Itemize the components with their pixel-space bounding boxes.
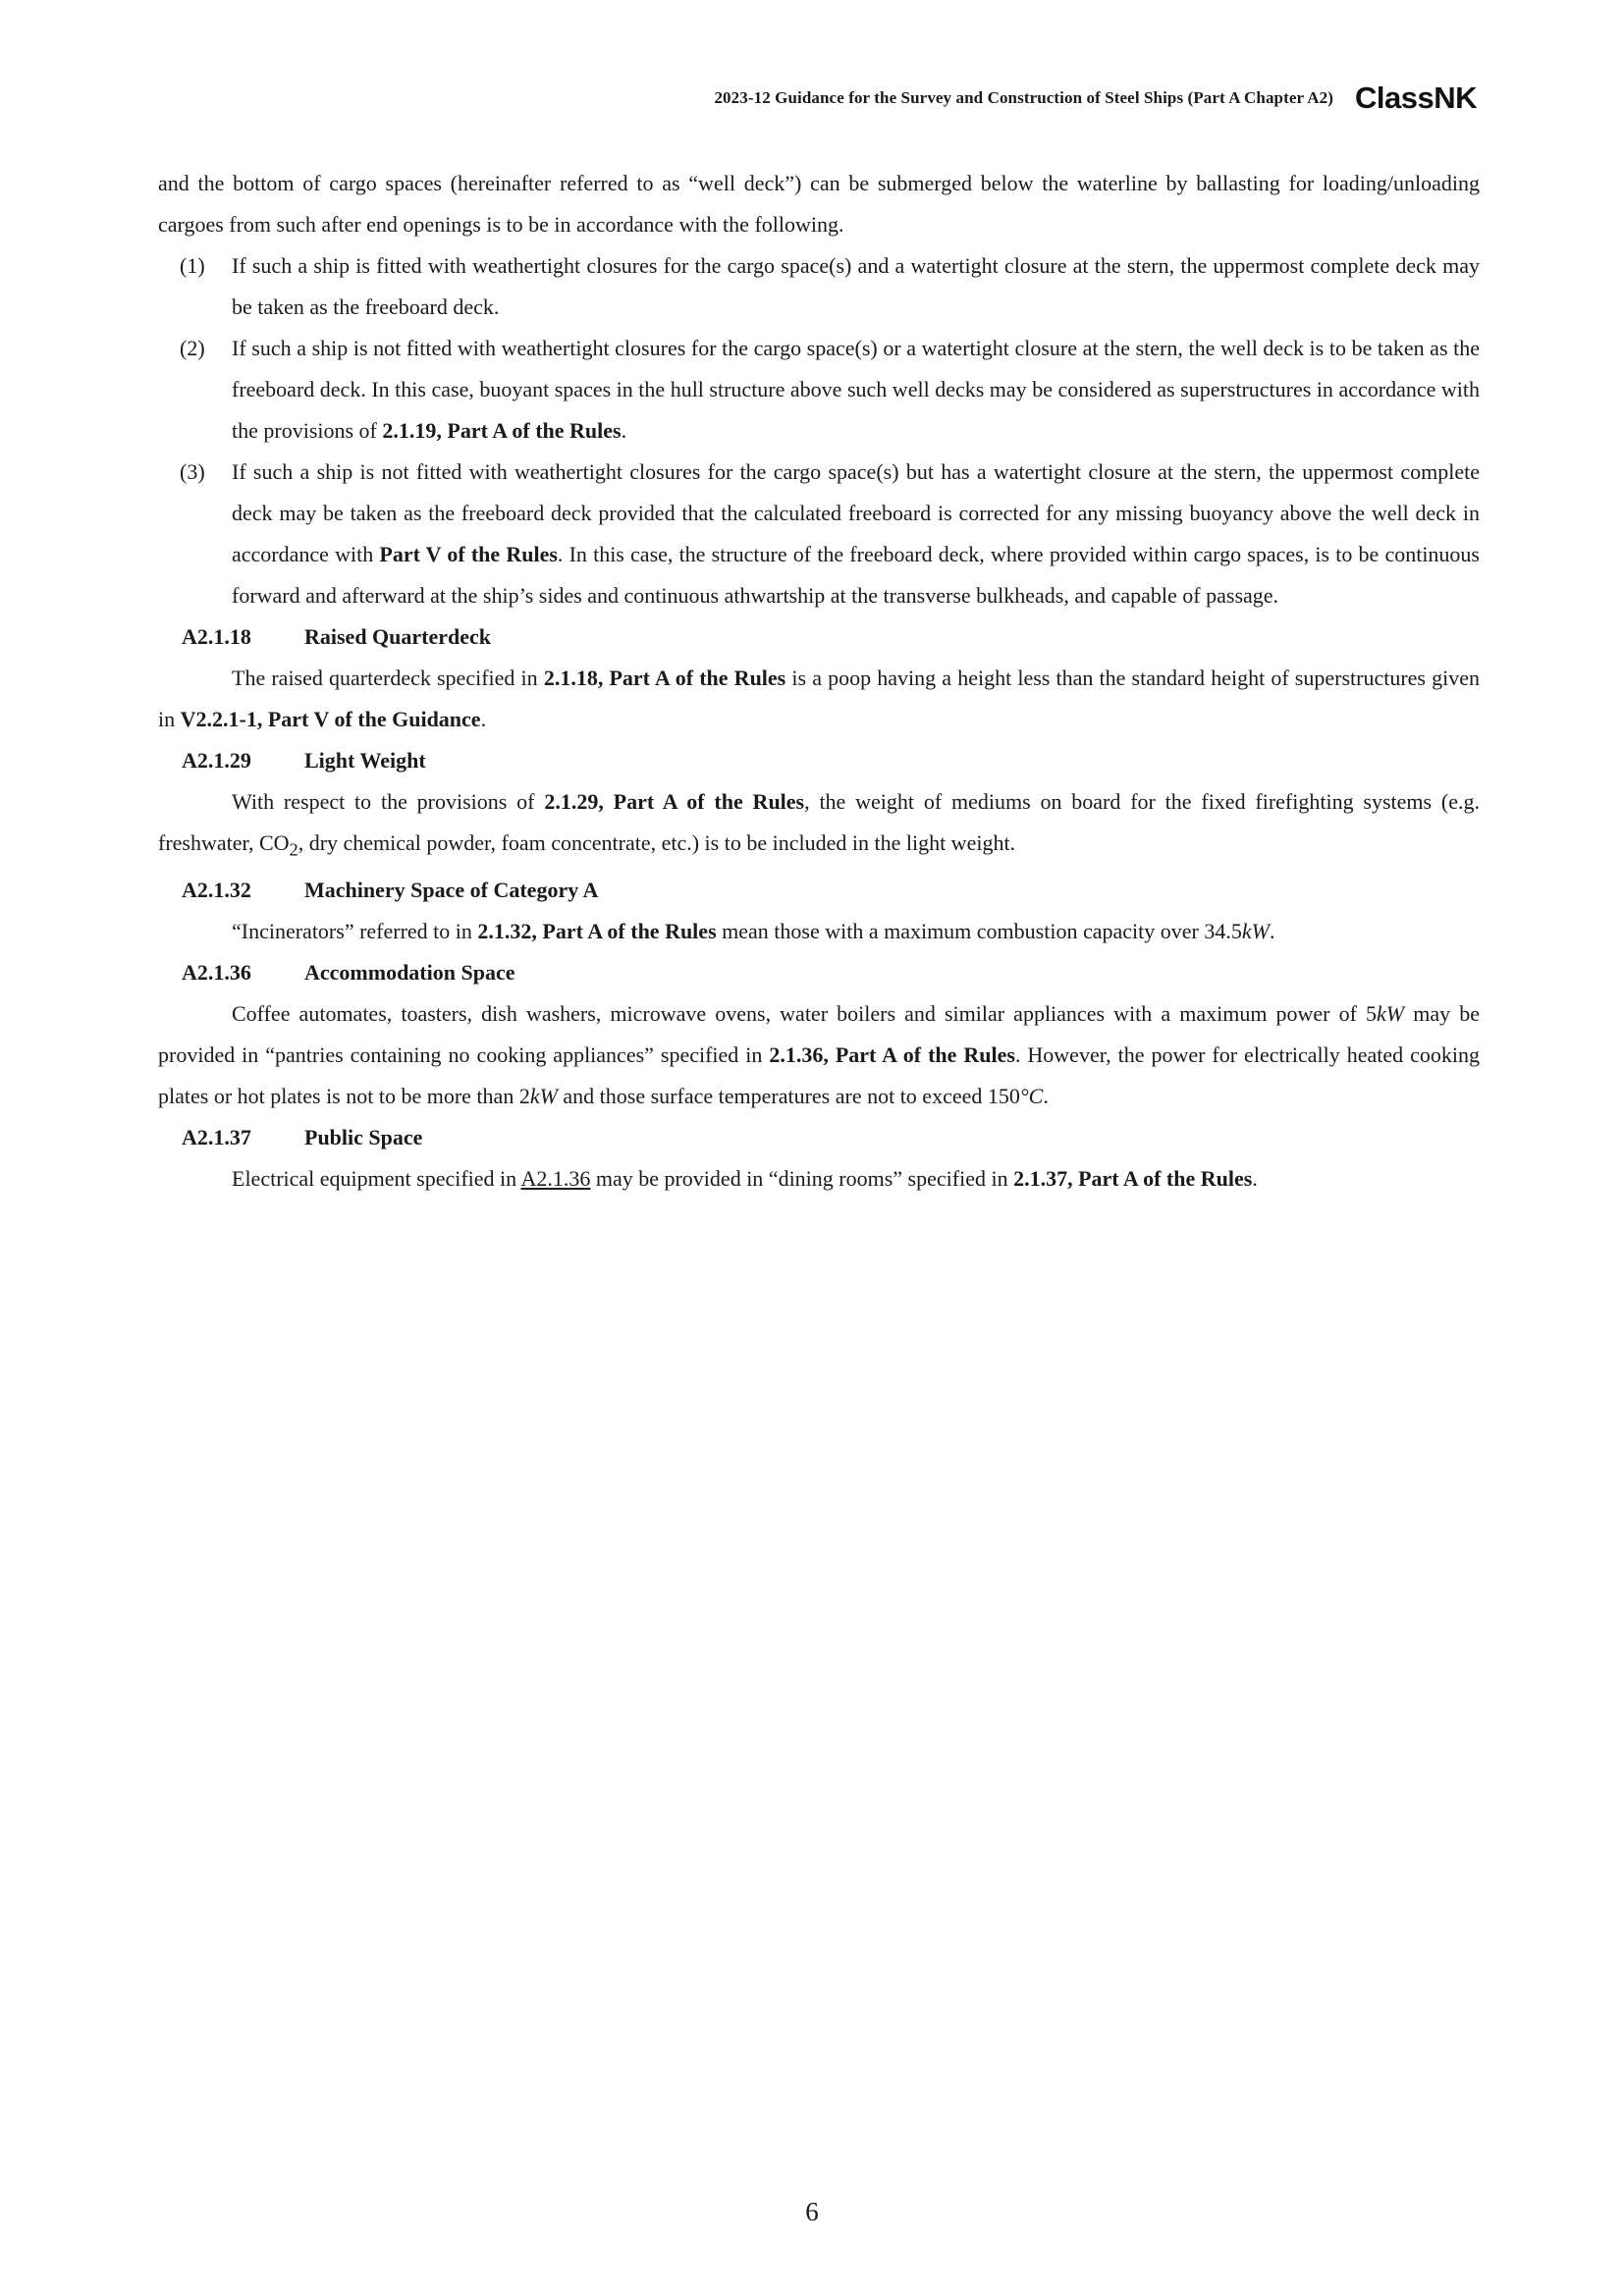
section-title: Machinery Space of Category A xyxy=(304,878,599,903)
list-item-text: If such a ship is not fitted with weathertight closures for the cargo space(s) or a watertight closure at the stern, the well deck is to be taken as the freeboard deck. In this case, buoyant spaces in the hull structure above such well decks may be considered as superstructures in accordance with the provisions of 2.1.19, Part A of the Rules. xyxy=(232,336,1480,443)
guidance-reference: V2.2.1-1, Part V of the Guidance xyxy=(180,707,481,731)
section-paragraph: The raised quarterdeck specified in 2.1.18, Part A of the Rules is a poop having a height less than the standard height of superstructures given in V2.2.1-1, Part V of the Guidance. xyxy=(158,666,1481,731)
section-number: A2.1.36 xyxy=(182,960,251,986)
rule-reference: 2.1.29, Part A of the Rules xyxy=(544,789,805,814)
intro-paragraph: and the bottom of cargo spaces (hereinafter referred to as “well deck”) can be submerged below the waterline by ballasting for loading/unloading cargoes from such after end openings is to be in accordance with the following. xyxy=(158,171,1480,237)
section-title: Raised Quarterdeck xyxy=(304,624,492,649)
rule-reference: 2.1.19, Part A of the Rules xyxy=(382,418,622,443)
section-paragraph: Electrical equipment specified in A2.1.36 may be provided in “dining rooms” specified in 2.1.37, Part A of the Rules. xyxy=(232,1166,1258,1192)
section-paragraph: “Incinerators” referred to in 2.1.32, Part A of the Rules mean those with a maximum combustion capacity over 34.5kW. xyxy=(232,919,1275,944)
rule-reference: 2.1.36, Part A of the Rules xyxy=(769,1042,1015,1068)
document-body xyxy=(158,163,1480,1200)
list-item-3 xyxy=(158,452,1480,616)
section-paragraph: Coffee automates, toasters, dish washers, microwave ovens, water boilers and similar appliances with a maximum power of 5kW may be provided in “pantries containing no cooking appliances” specified in 2.1.36, Part A of the Rules. However, the power for electrically heated cooking plates or hot plates is not to be more than 2kW and those surface temperatures are not to exceed 150°C. xyxy=(158,1001,1481,1109)
header-title: 2023-12 Guidance for the Survey and Construction of Steel Ships (Part A Chapter A2) xyxy=(714,88,1333,107)
rule-reference: Part V of the Rules xyxy=(379,542,558,566)
page-header xyxy=(714,80,1477,116)
list-item-number: (3) xyxy=(180,459,205,484)
section-number: A2.1.29 xyxy=(182,748,251,773)
section-title: Accommodation Space xyxy=(304,960,515,986)
section-paragraph: With respect to the provisions of 2.1.29, Part A of the Rules, the weight of mediums on board for the fixed firefighting systems (e.g. freshwater, $CO_2$, dry chemical powder, foam concentrate, etc.) is to be included in the light weight. xyxy=(158,789,1480,860)
cross-reference-link[interactable]: A2.1.36 xyxy=(520,1166,591,1192)
section-title: Light Weight xyxy=(304,748,426,773)
list-item-2 xyxy=(158,328,1480,452)
section-number: A2.1.32 xyxy=(182,878,251,903)
classnk-logo: ClassNK xyxy=(1355,80,1477,115)
list-item-number: (2) xyxy=(180,336,205,360)
page-number: 6 xyxy=(805,2197,819,2226)
section-heading-accommodation-space xyxy=(158,952,1480,993)
rule-reference: 2.1.32, Part A of the Rules xyxy=(477,919,717,944)
section-heading-raised-quarterdeck xyxy=(158,616,1480,658)
section-heading-public-space xyxy=(158,1117,1480,1158)
section-title: Public Space xyxy=(304,1125,423,1150)
list-item-text: If such a ship is not fitted with weathertight closures for the cargo space(s) but has a watertight closure at the stern, the uppermost complete deck may be taken as the freeboard deck provided that the calculated freeboard is corrected for any missing buoyancy above the well deck in accordance with Part V of the Rules. In this case, the structure of the freeboard deck, where provided within cargo spaces, is to be continuous forward and afterward at the ship’s sides and continuous athwartship at the transverse bulkheads, and capable of passage. xyxy=(232,459,1480,608)
section-heading-light-weight xyxy=(158,740,1480,781)
list-item-text: If such a ship is fitted with weathertight closures for the cargo space(s) and a watertight closure at the stern, the uppermost complete deck may be taken as the freeboard deck. xyxy=(232,253,1480,319)
rule-reference: 2.1.18, Part A of the Rules xyxy=(543,666,786,690)
section-heading-machinery-space xyxy=(158,870,1480,911)
list-item-number: (1) xyxy=(180,253,205,278)
section-number: A2.1.37 xyxy=(182,1125,251,1150)
rule-reference: 2.1.37, Part A of the Rules xyxy=(1013,1166,1253,1192)
list-item-1 xyxy=(158,245,1480,328)
section-number: A2.1.18 xyxy=(182,624,251,649)
